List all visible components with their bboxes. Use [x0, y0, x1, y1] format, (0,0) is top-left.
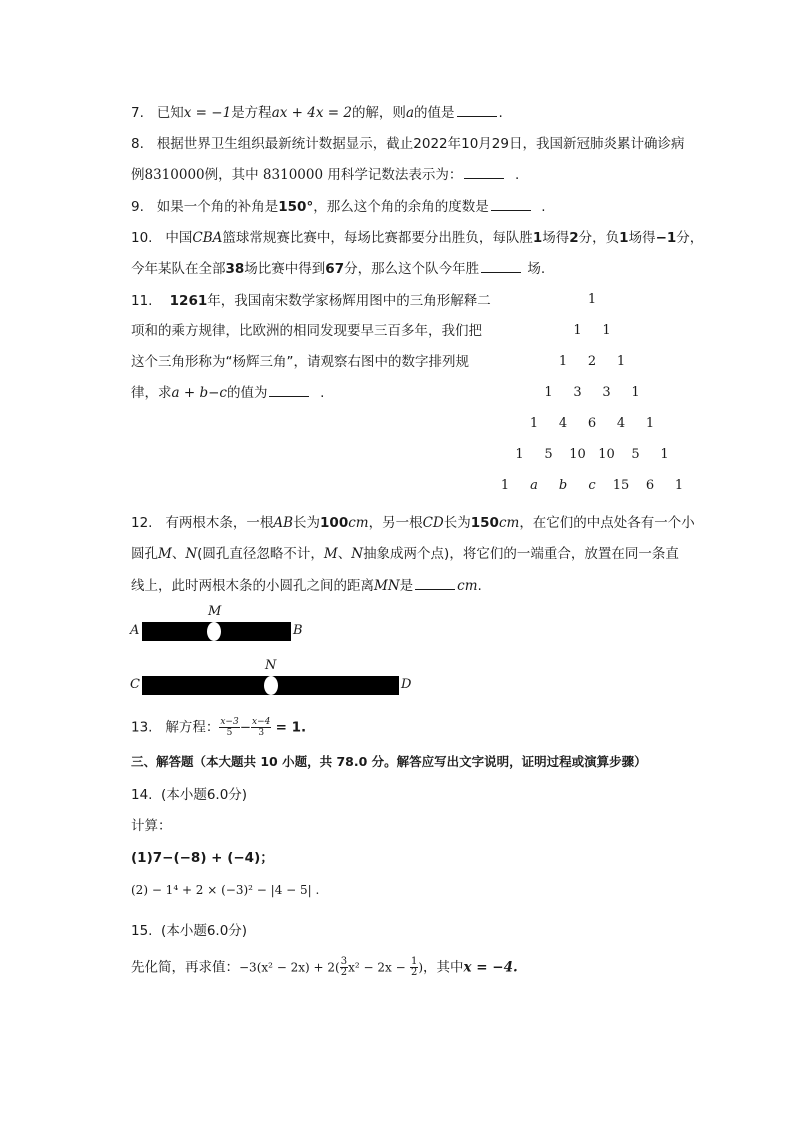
triangle-cell: 1 — [573, 323, 582, 338]
triangle-cell: b — [558, 478, 568, 493]
triangle-cell: 10 — [569, 447, 586, 462]
fraction-3-2: $\frac{3}{2}$ — [340, 956, 348, 978]
question-15-body: 先化简，再求值：−3(x² − 2x) + 2( $\frac{3}{2}$ x² − 2x − $\frac{1}{2}$ )，其中x = −4. — [131, 956, 518, 978]
question-9: 9. 如果一个角的补角是150°，那么这个角的余角的度数是 . — [131, 199, 546, 215]
triangle-cell: 15 — [612, 478, 630, 493]
triangle-cell: 6 — [645, 478, 655, 493]
question-8-line-1: 8. 根据世界卫生组织最新统计数据显示，截止2022年10月29日，我国新冠肺炎累计确诊病 — [131, 136, 685, 152]
question-14-calc: 计算： — [131, 818, 172, 834]
question-11-line-4: 律，求a + b−c的值为 . — [131, 385, 325, 401]
triangle-cell: 1 — [529, 416, 539, 431]
label-n: N — [265, 658, 277, 673]
question-14-part-2: (2) − 1⁴ + 2 × (−3)² − |4 − 5| . — [131, 883, 320, 897]
triangle-cell: 1 — [558, 354, 568, 369]
question-10-line-1: 10. 中国CBA篮球常规赛比赛中，每场比赛都要分出胜负，每队胜1场得2分，负1场得−1分， — [131, 230, 704, 246]
triangle-cell: 4 — [616, 416, 626, 431]
fraction-2: $\frac{x-4}{3}$ — [252, 717, 271, 738]
question-13: 13. 解方程： $\frac{x-3}{5}$ − $\frac{x-4}{3}$ = 1. — [131, 717, 307, 738]
question-12-line-2: 圆孔M、N(圆孔直径忽略不计，M、N抽象成两个点)，将它们的一端重合，放置在同一条直 — [131, 546, 679, 562]
triangle-cell: 1 — [500, 478, 510, 493]
triangle-cell: 1 — [645, 416, 655, 431]
triangle-cell: 1 — [602, 323, 611, 338]
label-a: A — [130, 623, 140, 638]
answer-blank[interactable] — [457, 104, 497, 117]
triangle-cell: 1 — [660, 447, 669, 462]
question-12-line-3: 线上，此时两根木条的小圆孔之间的距离MN是 cm. — [131, 578, 482, 594]
hole-n — [264, 676, 278, 695]
question-11-line-1: 11. 1261年，我国南宋数学家杨辉用图中的三角形解释二 — [131, 293, 491, 309]
triangle-cell: 5 — [544, 447, 553, 462]
fraction-1-2: $\frac{1}{2}$ — [410, 956, 418, 978]
answer-blank[interactable] — [464, 166, 504, 179]
triangle-cell: 1 — [587, 292, 597, 307]
answer-blank[interactable] — [269, 384, 309, 397]
answer-blank[interactable] — [415, 577, 455, 590]
triangle-cell: 1 — [616, 354, 626, 369]
hole-m — [207, 622, 221, 641]
triangle-cell: 4 — [558, 416, 568, 431]
triangle-cell: a — [530, 478, 538, 493]
triangle-cell: c — [588, 478, 596, 493]
label-m: M — [208, 604, 222, 619]
section-3-header: 三、解答题（本大题共 10 小题，共 78.0 分。解答应写出文字说明，证明过程或演算步骤） — [131, 754, 647, 769]
triangle-cell: 1 — [515, 447, 524, 462]
answer-blank[interactable] — [481, 260, 521, 273]
question-15-head: 15. (本小题6.0分) — [131, 923, 248, 939]
question-12-line-1: 12. 有两根木条，一根AB长为100cm，另一根CD长为150cm，在它们的中点处各有一个小 — [131, 515, 695, 531]
question-11-line-3: 这个三角形称为“杨辉三角”，请观察右图中的数字排列规 — [131, 354, 469, 370]
question-14-head: 14. (本小题6.0分) — [131, 787, 248, 803]
label-c: C — [130, 677, 140, 692]
question-10-line-2: 今年某队在全部38场比赛中得到67分，那么这个队今年胜 场. — [131, 261, 546, 277]
triangle-cell: 3 — [602, 385, 611, 400]
fraction-1: $\frac{x-3}{5}$ — [220, 717, 239, 738]
triangle-cell: 1 — [544, 385, 553, 400]
question-7: 7. 已知x = −1是方程ax + 4x = 2的解，则a的值是 . — [131, 105, 503, 121]
triangle-cell: 1 — [674, 478, 684, 493]
question-8-line-2: 例8310000例，其中 8310000 用科学记数法表示为： . — [131, 167, 520, 183]
triangle-cell: 3 — [573, 385, 582, 400]
question-11-line-2: 项和的乘方规律，比欧洲的相同发现要早三百多年，我们把 — [131, 323, 482, 339]
label-b: B — [293, 623, 303, 638]
triangle-cell: 1 — [631, 385, 640, 400]
triangle-cell: 10 — [598, 447, 615, 462]
triangle-cell: 5 — [631, 447, 640, 462]
question-14-part-1: (1)7−(−8) + (−4)； — [131, 850, 274, 866]
triangle-cell: 6 — [587, 416, 597, 431]
label-d: D — [401, 677, 412, 692]
triangle-cell: 2 — [587, 354, 597, 369]
answer-blank[interactable] — [491, 198, 531, 211]
